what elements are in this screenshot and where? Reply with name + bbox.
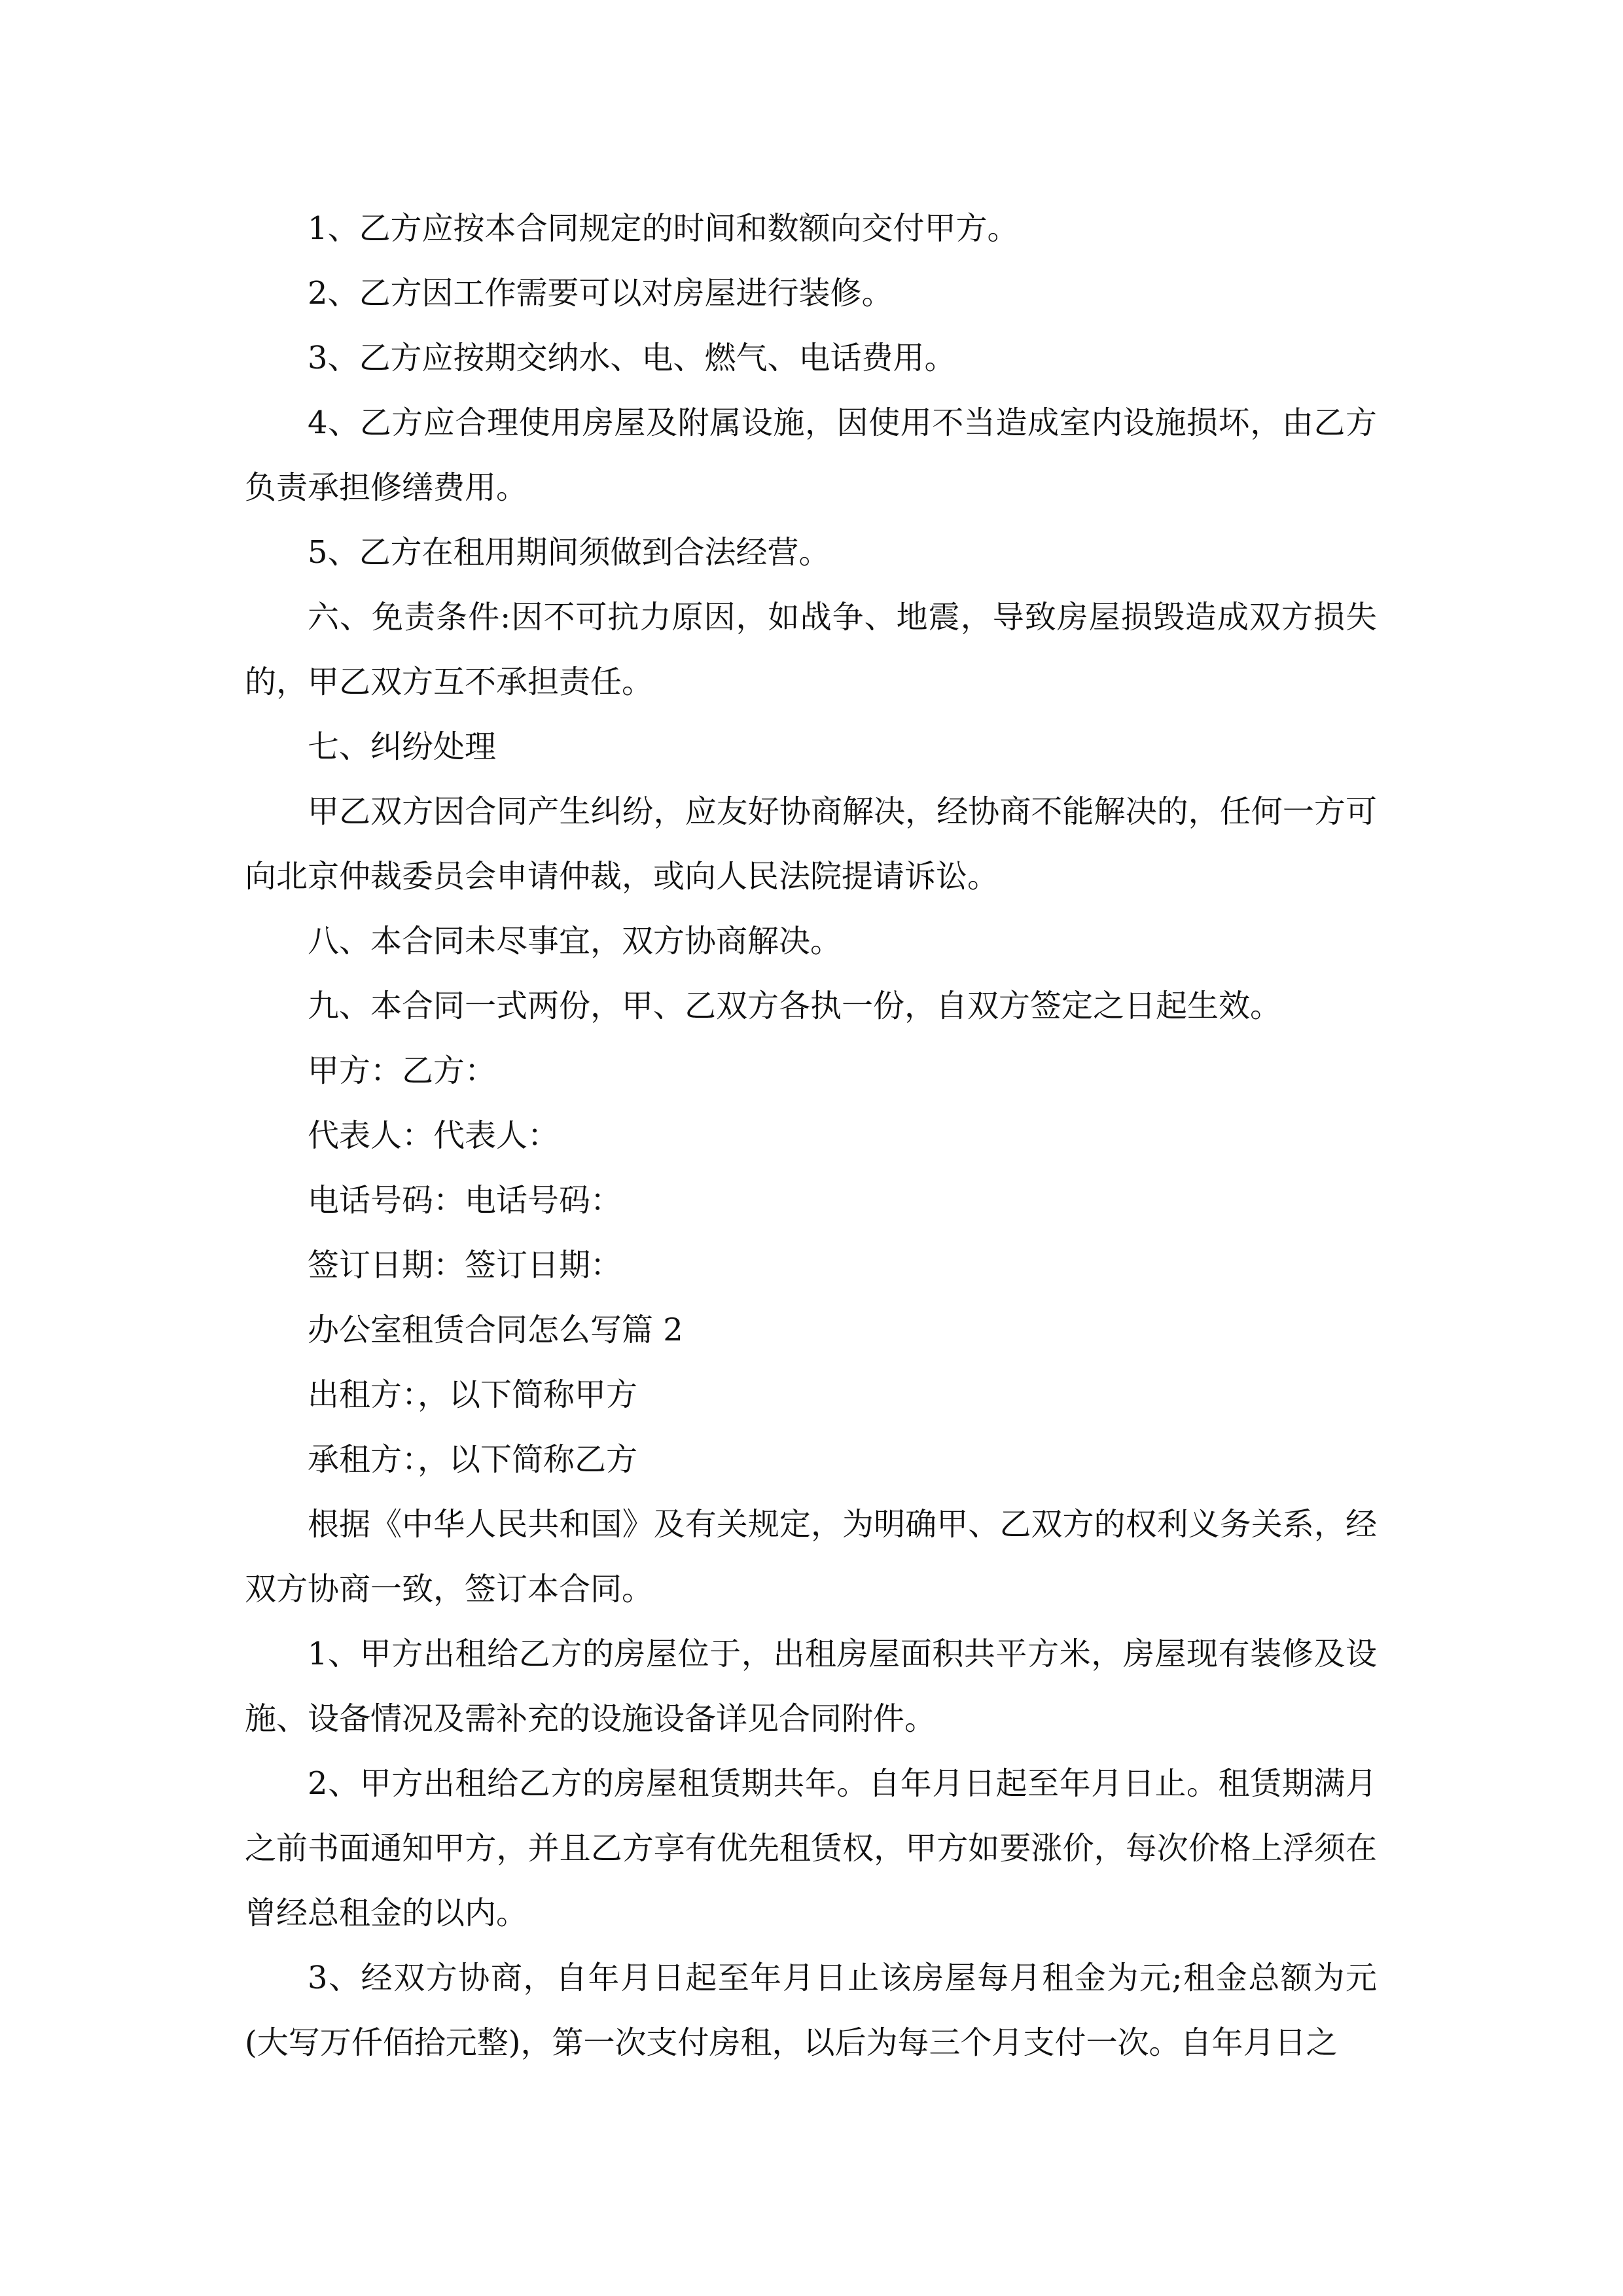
paragraph-lessor: 出租方：，以下简称甲方 [308, 1376, 638, 1413]
paragraph-rent-payment: 3、经双方协商，自年月日起至年月日止该房屋每月租金为元;租金总额为元(大写万仟佰拾元整)，第一次支付房租，以后为每三个月支付一次。自年月日之 [245, 1960, 1377, 2061]
paragraph-dispute-resolution: 甲乙双方因合同产生纠纷，应友好协商解决，经协商不能解决的，任何一方可向北京仲裁委员会申请仲裁，或向人民法院提请诉讼。 [245, 793, 1377, 895]
paragraph-unresolved-matters: 八、本合同未尽事宜，双方协商解决。 [308, 923, 842, 960]
paragraph-property-location: 1、甲方出租给乙方的房屋位于，出租房屋面积共平方米，房屋现有装修及设施、设备情况及需补充的设施设备详见合同附件。 [245, 1636, 1377, 1737]
section-title-contract-2: 办公室租赁合同怎么写篇 2 [308, 1312, 683, 1348]
document-body [245, 196, 1377, 2075]
paragraph-tenant-payment: 1、乙方应按本合同规定的时间和数额向交付甲方。 [308, 210, 1019, 247]
section-heading-disputes: 七、纠纷处理 [308, 728, 497, 765]
paragraph-preamble: 根据《中华人民共和国》及有关规定，为明确甲、乙双方的权利义务关系，经双方协商一致，签订本合同。 [245, 1506, 1377, 1607]
paragraph-tenant-legal-operation: 5、乙方在租用期间须做到合法经营。 [308, 534, 830, 571]
signature-representatives: 代表人：代表人： [308, 1117, 560, 1154]
paragraph-force-majeure: 六、免责条件:因不可抗力原因，如战争、地震，导致房屋损毁造成双方损失的，甲乙双方互不承担责任。 [245, 599, 1377, 700]
paragraph-lessee: 承租方：，以下简称乙方 [308, 1441, 638, 1478]
paragraph-tenant-utilities: 3、乙方应按期交纳水、电、燃气、电话费用。 [308, 340, 956, 376]
signature-dates: 签订日期：签订日期： [308, 1247, 622, 1283]
signature-phone-numbers: 电话号码：电话号码： [308, 1182, 622, 1219]
signature-parties: 甲方：乙方： [308, 1052, 497, 1089]
paragraph-tenant-renovation: 2、乙方因工作需要可以对房屋进行装修。 [308, 275, 893, 312]
paragraph-lease-term: 2、甲方出租给乙方的房屋租赁期共年。自年月日起至年月日止。租赁期满月之前书面通知甲方，并且乙方享有优先租赁权，甲方如要涨价，每次价格上浮须在曾经总租金的以内。 [245, 1765, 1377, 1931]
paragraph-tenant-repairs: 4、乙方应合理使用房屋及附属设施，因使用不当造成室内设施损坏，由乙方负责承担修缮费用。 [245, 404, 1377, 506]
paragraph-copies-effective: 九、本合同一式两份，甲、乙双方各执一份，自双方签定之日起生效。 [308, 988, 1282, 1024]
